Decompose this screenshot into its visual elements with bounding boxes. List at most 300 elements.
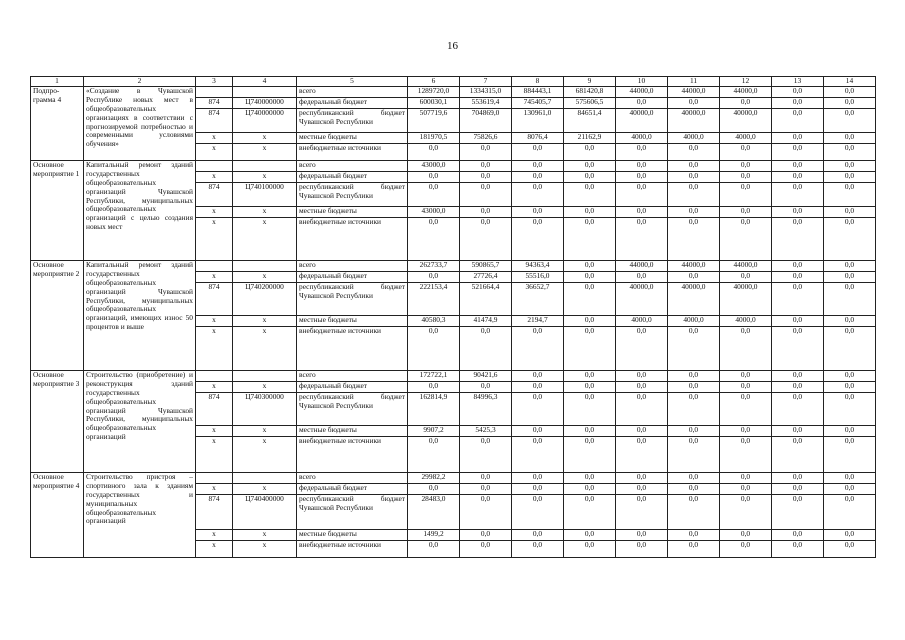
amount-cell: 0,0 [668,393,720,426]
amount-cell: 0,0 [616,495,668,530]
amount-cell: 0,0 [616,530,668,541]
column-number: 6 [408,77,460,87]
amount-cell: 36652,7 [512,283,564,316]
ministry-code: х [196,327,233,371]
amount-cell: 0,0 [772,218,824,261]
amount-cell: 0,0 [772,172,824,183]
amount-cell: 0,0 [824,541,876,558]
ministry-code: 874 [196,393,233,426]
amount-cell: 0,0 [668,218,720,261]
ministry-code: х [196,272,233,283]
amount-cell: 0,0 [564,495,616,530]
program-title: Строительство пристроя – спортивного зала к зданиям государственных и муниципальных общеобразовательных организаций [84,473,196,558]
amount-cell: 0,0 [616,183,668,207]
funding-source: местные бюджеты [297,530,408,541]
budget-code [233,473,297,484]
amount-cell: 0,0 [720,161,772,172]
amount-cell: 745405,7 [512,98,564,109]
amount-cell: 0,0 [720,426,772,437]
amount-cell: 0,0 [720,371,772,382]
amount-cell: 0,0 [824,437,876,473]
amount-cell: 0,0 [668,473,720,484]
table-row [31,161,876,172]
amount-cell: 0,0 [772,426,824,437]
amount-cell: 0,0 [564,371,616,382]
amount-cell: 75826,6 [460,133,512,144]
budget-code: Ц740000000 [233,98,297,109]
amount-cell: 44000,0 [720,87,772,98]
budget-code [233,261,297,272]
funding-source: федеральный бюджет [297,98,408,109]
amount-cell: 0,0 [512,484,564,495]
amount-cell: 40000,0 [616,109,668,133]
amount-cell: 4000,0 [720,316,772,327]
ministry-code [196,371,233,382]
amount-cell: 521664,4 [460,283,512,316]
amount-cell: 0,0 [460,161,512,172]
budget-code: х [233,316,297,327]
amount-cell: 0,0 [824,207,876,218]
amount-cell: 0,0 [668,172,720,183]
amount-cell: 0,0 [824,426,876,437]
amount-cell: 0,0 [460,473,512,484]
amount-cell: 0,0 [564,261,616,272]
program-label: Подпро-грамма 4 [31,87,84,161]
funding-source: республиканский бюджет Чувашской Республики [297,109,408,133]
budget-code: х [233,484,297,495]
amount-cell: 0,0 [772,495,824,530]
amount-cell: 0,0 [772,316,824,327]
amount-cell: 0,0 [772,98,824,109]
amount-cell: 0,0 [720,144,772,161]
funding-source: всего [297,161,408,172]
program-title: Капитальный ремонт зданий государственных общеобразовательных организаций Чувашской Республики, муниципальных общеобразовательных организаций с целью создания новых мест [84,161,196,261]
amount-cell: 0,0 [512,218,564,261]
amount-cell: 0,0 [720,327,772,371]
amount-cell: 0,0 [512,207,564,218]
ministry-code: х [196,144,233,161]
amount-cell: 0,0 [772,530,824,541]
amount-cell: 0,0 [824,530,876,541]
amount-cell: 4000,0 [668,316,720,327]
amount-cell: 0,0 [616,272,668,283]
table-row [31,371,876,382]
amount-cell: 0,0 [616,218,668,261]
amount-cell: 0,0 [460,327,512,371]
funding-source: всего [297,371,408,382]
column-number: 4 [233,77,297,87]
amount-cell: 1499,2 [408,530,460,541]
ministry-code: х [196,316,233,327]
amount-cell: 0,0 [720,183,772,207]
amount-cell: 0,0 [824,161,876,172]
amount-cell: 0,0 [460,541,512,558]
amount-cell: 0,0 [824,183,876,207]
amount-cell: 0,0 [668,327,720,371]
amount-cell: 0,0 [616,161,668,172]
amount-cell: 0,0 [564,161,616,172]
ministry-code: х [196,426,233,437]
amount-cell: 0,0 [720,437,772,473]
amount-cell: 0,0 [824,473,876,484]
funding-source: федеральный бюджет [297,484,408,495]
column-number: 10 [616,77,668,87]
funding-source: республиканский бюджет Чувашской Республики [297,283,408,316]
header-row [31,77,876,87]
amount-cell: 0,0 [408,272,460,283]
amount-cell: 2194,7 [512,316,564,327]
amount-cell: 28483,0 [408,495,460,530]
budget-code: Ц740000000 [233,109,297,133]
budget-code: х [233,382,297,393]
amount-cell: 0,0 [564,426,616,437]
amount-cell: 884443,1 [512,87,564,98]
amount-cell: 162814,9 [408,393,460,426]
column-number: 8 [512,77,564,87]
amount-cell: 0,0 [616,172,668,183]
amount-cell: 0,0 [512,426,564,437]
table-row [31,87,876,98]
amount-cell: 4000,0 [720,133,772,144]
amount-cell: 0,0 [616,473,668,484]
amount-cell: 29982,2 [408,473,460,484]
amount-cell: 5425,3 [460,426,512,437]
amount-cell: 0,0 [616,382,668,393]
amount-cell: 40000,0 [668,109,720,133]
amount-cell: 0,0 [512,495,564,530]
ministry-code [196,261,233,272]
amount-cell: 43000,0 [408,207,460,218]
ministry-code: х [196,218,233,261]
amount-cell: 0,0 [824,133,876,144]
column-number: 11 [668,77,720,87]
amount-cell: 172722,1 [408,371,460,382]
program-label: Основное мероприятие 2 [31,261,84,371]
amount-cell: 0,0 [512,327,564,371]
amount-cell: 8076,4 [512,133,564,144]
budget-code: Ц740200000 [233,283,297,316]
amount-cell: 0,0 [512,530,564,541]
amount-cell: 27726,4 [460,272,512,283]
funding-source: всего [297,261,408,272]
amount-cell: 0,0 [824,98,876,109]
column-number: 14 [824,77,876,87]
amount-cell: 0,0 [460,484,512,495]
amount-cell: 0,0 [564,283,616,316]
amount-cell: 40000,0 [720,283,772,316]
budget-code [233,161,297,172]
amount-cell: 0,0 [772,261,824,272]
amount-cell: 0,0 [824,261,876,272]
funding-source: внебюджетные источники [297,218,408,261]
amount-cell: 0,0 [720,218,772,261]
amount-cell: 0,0 [460,437,512,473]
amount-cell: 0,0 [460,495,512,530]
amount-cell: 0,0 [512,161,564,172]
amount-cell: 0,0 [616,207,668,218]
amount-cell: 0,0 [668,144,720,161]
funding-source: всего [297,473,408,484]
amount-cell: 0,0 [668,530,720,541]
ministry-code [196,87,233,98]
amount-cell: 44000,0 [616,261,668,272]
amount-cell: 0,0 [772,144,824,161]
funding-source: республиканский бюджет Чувашской Республики [297,393,408,426]
budget-code: х [233,327,297,371]
amount-cell: 0,0 [564,327,616,371]
amount-cell: 44000,0 [668,87,720,98]
amount-cell: 0,0 [772,272,824,283]
amount-cell: 0,0 [772,541,824,558]
funding-source: местные бюджеты [297,133,408,144]
funding-source: внебюджетные источники [297,437,408,473]
funding-source: местные бюджеты [297,207,408,218]
amount-cell: 0,0 [564,316,616,327]
amount-cell: 84996,3 [460,393,512,426]
amount-cell: 40000,0 [616,283,668,316]
amount-cell: 0,0 [668,484,720,495]
program-label: Основное мероприятие 1 [31,161,84,261]
amount-cell: 0,0 [824,327,876,371]
amount-cell: 0,0 [408,218,460,261]
amount-cell: 0,0 [460,183,512,207]
table-row [31,261,876,272]
amount-cell: 0,0 [720,382,772,393]
budget-code: х [233,218,297,261]
amount-cell: 0,0 [772,133,824,144]
amount-cell: 0,0 [512,371,564,382]
amount-cell: 4000,0 [616,316,668,327]
amount-cell: 0,0 [564,272,616,283]
amount-cell: 0,0 [824,218,876,261]
ministry-code: 874 [196,183,233,207]
budget-table [30,76,876,558]
column-number: 5 [297,77,408,87]
amount-cell: 0,0 [512,172,564,183]
amount-cell: 0,0 [772,473,824,484]
amount-cell: 0,0 [616,426,668,437]
amount-cell: 0,0 [824,371,876,382]
amount-cell: 0,0 [824,393,876,426]
amount-cell: 94363,4 [512,261,564,272]
amount-cell: 0,0 [824,283,876,316]
amount-cell: 0,0 [564,172,616,183]
amount-cell: 4000,0 [616,133,668,144]
funding-source: внебюджетные источники [297,541,408,558]
amount-cell: 0,0 [668,382,720,393]
amount-cell: 0,0 [512,144,564,161]
amount-cell: 0,0 [772,207,824,218]
amount-cell: 0,0 [460,144,512,161]
amount-cell: 0,0 [408,327,460,371]
amount-cell: 44000,0 [668,261,720,272]
amount-cell: 0,0 [564,207,616,218]
ministry-code [196,473,233,484]
amount-cell: 0,0 [460,530,512,541]
column-number: 12 [720,77,772,87]
amount-cell: 0,0 [616,541,668,558]
amount-cell: 40000,0 [668,283,720,316]
amount-cell: 262733,7 [408,261,460,272]
amount-cell: 0,0 [668,207,720,218]
amount-cell: 44000,0 [616,87,668,98]
amount-cell: 0,0 [720,207,772,218]
budget-code: Ц740100000 [233,183,297,207]
amount-cell: 0,0 [564,382,616,393]
amount-cell: 0,0 [824,484,876,495]
amount-cell: 704869,0 [460,109,512,133]
amount-cell: 0,0 [564,437,616,473]
amount-cell: 0,0 [824,87,876,98]
ministry-code: х [196,172,233,183]
amount-cell: 0,0 [512,393,564,426]
amount-cell: 0,0 [460,382,512,393]
funding-source: федеральный бюджет [297,272,408,283]
amount-cell: 0,0 [668,541,720,558]
amount-cell: 0,0 [824,109,876,133]
page-number: 16 [447,40,458,52]
amount-cell: 0,0 [408,382,460,393]
amount-cell: 0,0 [512,183,564,207]
amount-cell: 0,0 [668,98,720,109]
amount-cell: 0,0 [720,473,772,484]
program-title: Капитальный ремонт зданий государственных общеобразовательных организаций Чувашской Республики, муниципальных общеобразовательных организаций, имеющих износ 50 процентов и выше [84,261,196,371]
amount-cell: 41474,9 [460,316,512,327]
budget-code: Ц740300000 [233,393,297,426]
budget-code: х [233,437,297,473]
amount-cell: 590865,7 [460,261,512,272]
table-row [31,473,876,484]
amount-cell: 84651,4 [564,109,616,133]
funding-source: республиканский бюджет Чувашской Республики [297,183,408,207]
column-number: 9 [564,77,616,87]
amount-cell: 0,0 [668,495,720,530]
amount-cell: 0,0 [460,218,512,261]
budget-code: х [233,541,297,558]
amount-cell: 0,0 [772,393,824,426]
funding-source: республиканский бюджет Чувашской Республики [297,495,408,530]
amount-cell: 0,0 [408,172,460,183]
amount-cell: 0,0 [668,371,720,382]
amount-cell: 0,0 [512,437,564,473]
budget-code: х [233,133,297,144]
ministry-code: х [196,382,233,393]
amount-cell: 0,0 [408,541,460,558]
amount-cell: 0,0 [772,382,824,393]
amount-cell: 0,0 [772,161,824,172]
amount-cell: 90421,6 [460,371,512,382]
amount-cell: 0,0 [564,541,616,558]
amount-cell: 55516,0 [512,272,564,283]
amount-cell: 0,0 [564,144,616,161]
amount-cell: 575606,5 [564,98,616,109]
program-title: Строительство (приобретение) и реконструкция зданий государственных общеобразовательных организаций Чувашской Республики, муниципальных общеобразовательных организаций [84,371,196,473]
amount-cell: 9907,2 [408,426,460,437]
budget-code: Ц740400000 [233,495,297,530]
amount-cell: 0,0 [772,327,824,371]
amount-cell: 0,0 [824,382,876,393]
program-title: «Создание в Чувашской Республике новых мест в общеобразовательных организациях в соответствии с прогнозируемой потребностью и современными условиями обучения» [84,87,196,161]
amount-cell: 181970,5 [408,133,460,144]
funding-source: федеральный бюджет [297,382,408,393]
amount-cell: 130961,0 [512,109,564,133]
column-number: 7 [460,77,512,87]
amount-cell: 21162,9 [564,133,616,144]
amount-cell: 1289720,0 [408,87,460,98]
amount-cell: 553619,4 [460,98,512,109]
amount-cell: 222153,4 [408,283,460,316]
budget-code: х [233,530,297,541]
funding-source: внебюджетные источники [297,144,408,161]
amount-cell: 0,0 [564,530,616,541]
amount-cell: 0,0 [668,161,720,172]
column-number: 2 [84,77,196,87]
amount-cell: 1334315,0 [460,87,512,98]
ministry-code: х [196,133,233,144]
amount-cell: 0,0 [564,484,616,495]
amount-cell: 0,0 [512,473,564,484]
amount-cell: 0,0 [720,495,772,530]
amount-cell: 43000,0 [408,161,460,172]
amount-cell: 681420,8 [564,87,616,98]
funding-source: всего [297,87,408,98]
amount-cell: 0,0 [772,183,824,207]
amount-cell: 0,0 [772,371,824,382]
budget-code: х [233,207,297,218]
ministry-code [196,161,233,172]
amount-cell: 0,0 [824,316,876,327]
amount-cell: 0,0 [460,172,512,183]
amount-cell: 0,0 [408,183,460,207]
budget-code: х [233,272,297,283]
amount-cell: 0,0 [616,437,668,473]
ministry-code: х [196,437,233,473]
ministry-code: 874 [196,109,233,133]
amount-cell: 0,0 [616,393,668,426]
ministry-code: х [196,207,233,218]
column-number: 1 [31,77,84,87]
ministry-code: 874 [196,283,233,316]
budget-code: х [233,426,297,437]
amount-cell: 0,0 [720,530,772,541]
amount-cell: 0,0 [824,144,876,161]
program-label: Основное мероприятие 4 [31,473,84,558]
funding-source: федеральный бюджет [297,172,408,183]
amount-cell: 507719,6 [408,109,460,133]
amount-cell: 0,0 [616,327,668,371]
column-number: 3 [196,77,233,87]
amount-cell: 0,0 [772,484,824,495]
funding-source: местные бюджеты [297,426,408,437]
amount-cell: 0,0 [824,172,876,183]
amount-cell: 0,0 [616,144,668,161]
amount-cell: 0,0 [460,207,512,218]
funding-source: внебюджетные источники [297,327,408,371]
amount-cell: 0,0 [616,484,668,495]
program-label: Основное мероприятие 3 [31,371,84,473]
amount-cell: 0,0 [408,144,460,161]
amount-cell: 0,0 [512,541,564,558]
amount-cell: 0,0 [668,437,720,473]
amount-cell: 0,0 [408,437,460,473]
amount-cell: 0,0 [824,272,876,283]
amount-cell: 0,0 [720,172,772,183]
amount-cell: 44000,0 [720,261,772,272]
amount-cell: 0,0 [720,272,772,283]
amount-cell: 0,0 [668,183,720,207]
amount-cell: 0,0 [772,109,824,133]
amount-cell: 0,0 [616,98,668,109]
